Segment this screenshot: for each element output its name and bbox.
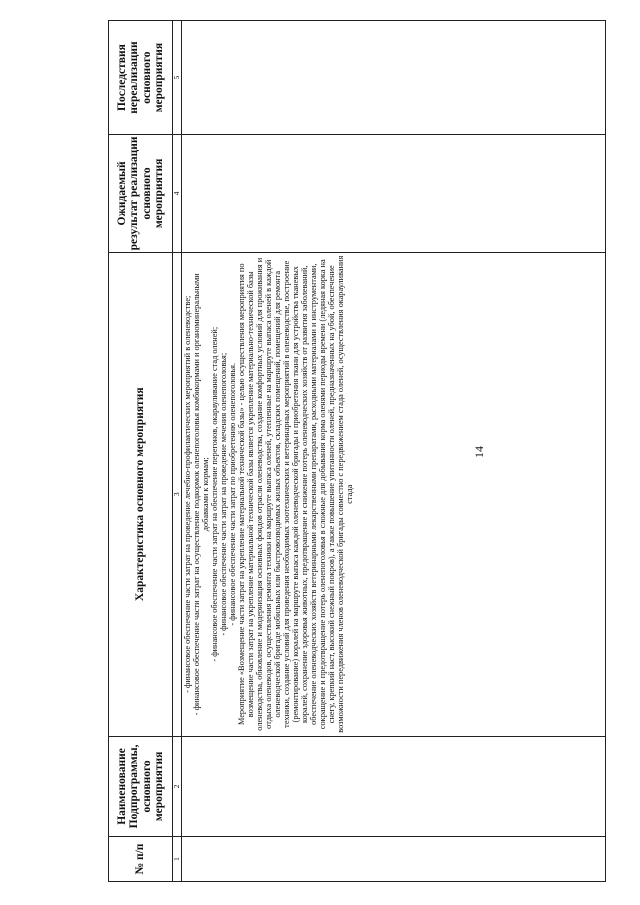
- description-paragraph: - финансовое обеспечение части затрат по приобретению оленепоголовья.: [228, 362, 237, 626]
- table-row: [182, 21, 606, 882]
- header-name: Наименование Подпрограммы, основного мероприятия: [109, 736, 173, 836]
- cell-number: [182, 837, 606, 882]
- column-number: 3: [173, 252, 182, 736]
- cell-name: [182, 736, 606, 836]
- column-number-row: [173, 21, 182, 882]
- header-characteristic: Характеристика основного мероприятия: [109, 252, 173, 736]
- cell-expected-result: [182, 135, 606, 253]
- header-consequences: Последствия нереализации основного мероприятия: [109, 21, 173, 135]
- description-paragraph: - финансовое обеспечение части затрат на проведение лечебно-профилактических мероприятий в оленеводстве;: [183, 295, 192, 693]
- page-number: 14: [472, 446, 486, 458]
- column-number: 5: [173, 21, 182, 135]
- description-paragraph: - финансовое обеспечение части затрат на обеспечение перегонов, окарауливание стад оленей;: [210, 326, 219, 662]
- column-number: 1: [173, 837, 182, 882]
- measures-table: [108, 20, 606, 882]
- description-paragraph: - финансовое обеспечение части затрат на осуществление подкормок оленепоголовья комбикормами и органоминеральными добавками к кормам;: [192, 273, 210, 716]
- cell-characteristic: [182, 252, 606, 736]
- description-paragraph: - финансовое обеспечение части затрат на проведение мечения оленепоголовья;: [219, 352, 228, 636]
- table-header-row: [109, 21, 173, 882]
- header-number: № п/п: [109, 837, 173, 882]
- column-number: 4: [173, 135, 182, 253]
- cell-consequences: [182, 21, 606, 135]
- description-paragraph: Мероприятие «Возмещение части затрат на укрепление материальной технической базы» - целью осуществления мероприятия по возмещение части затрат на укрепление материальной технической базы является укрепление материально-технической базы оленеводства, обновление и модернизация основных фондов отрасли оленеводства, создание комфортных условий для проживания и отдыха оленеводов, осуществления ремонта техники на маршруте выпаса оленей, утепленные на маршруте выпаса оленей в каждой оленеводческой бригаде мобильных или быстровозводимых жилых объектов, складских помещений, помещений для ремонта техники, создание условий для проведения необходимых зоотехнических и ветеринарных мероприятий в оленеводстве, построение (ремонтирование) коралей на маршруте выпаса каждой оленеводческой бригады и приобретения ткани для устройства тканевых коралей, сохранение здоровья животных, предотвращение и снижение потерь оленеводческих хозяйств от развития заболеваний, обеспечение оленеводческих хозяйств ветеринарными лекарственными препаратами, расходными материалами и инструментами, сокращение и предотвращение потерь оленепоголовья в сложные для добывания корма оленями периоды времени (ледяная корка на снегу, крепкий наст, высокий снежный покров), а также повышение упитанности оленей, предназначенных на убой, обеспечение возможности передвижения членов оленеводческой бригады совместно с передвижением стада оленей, осуществления окарауливания стада: [237, 255, 354, 733]
- header-expected-result: Ожидаемый результат реализации основного мероприятия: [109, 135, 173, 253]
- column-number: 2: [173, 736, 182, 836]
